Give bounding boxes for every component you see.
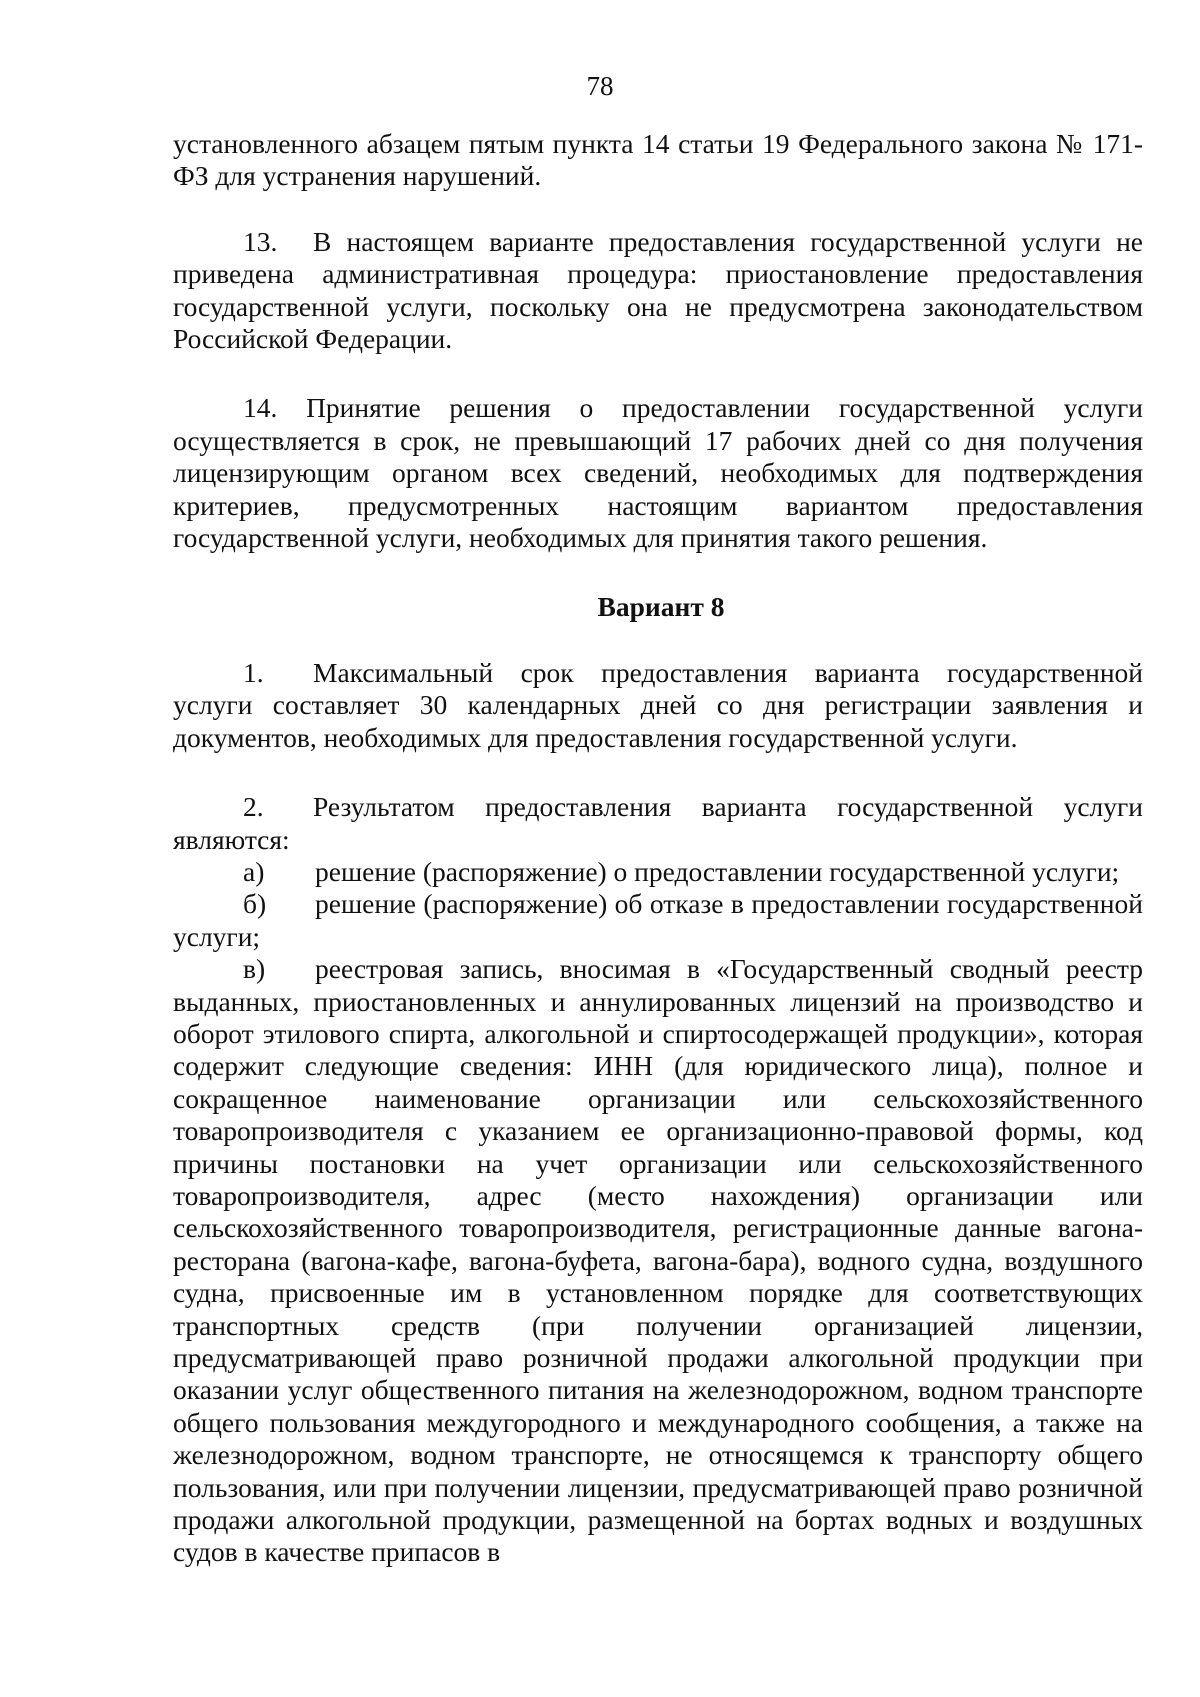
variant-8-item-2v: [173, 953, 1143, 1569]
paragraph-continuation: установленного абзацем пятым пункта 14 статьи 19 Федерального закона № 171-ФЗ для устранения нарушений.: [173, 128, 1143, 192]
page-number: 78: [586, 71, 614, 101]
section-heading-variant-8: Вариант 8: [597, 591, 725, 623]
variant-8-item-2v-text: реестровая запись, вносимая в «Государственный сводный реестр выданных, приостановленных и аннулированных лицензий на производство и оборот этилового спирта, алкогольной и спиртосодержащей продукции», которая содержит следующие сведения: ИНН (для юридического лица), полное и сокращенное наименование организации или сельскохозяйственного товаропроизводителя с указанием ее организационно-правовой формы, код причины постановки на учет организации или сельскохозяйственного товаропроизводителя, адрес (место нахождения) организации или сельскохозяйственного товаропроизводителя, регистрационные данные вагона-ресторана (вагона-кафе, вагона-буфета, вагона-бара), водного судна, воздушного судна, присвоенные им в установленном порядке для соответствующих транспортных средств (при получении организацией лицензии, предусматривающей право розничной продажи алкогольной продукции при оказании услуг общественного питания на железнодорожном, водном транспорте общего пользования междугородного и международного сообщения, а также на железнодорожном, водном транспорте, не относящемся к транспорту общего пользования, или при получении лицензии, предусматривающей право розничной продажи алкогольной продукции, размещенной на бортах водных и воздушных судов в качестве припасов в: [173, 953, 1143, 1568]
variant-8-item-2: [173, 791, 1143, 856]
variant-8-item-1-number: 1.: [243, 656, 264, 688]
variant-8-item-2a-letter: а): [243, 855, 265, 887]
variant-8-item-1-text: Максимальный срок предоставления варианта государственной услуги составляет 30 календарных дней со дня регистрации заявления и документов, необходимых для предоставления государственной услуги.: [173, 656, 1143, 753]
paragraph-13-text: В настоящем варианте предоставления государственной услуги не приведена административная процедура: приостановление предоставления государственной услуги, поскольку она не предусмотрена законодательством Российской Федерации.: [173, 225, 1143, 355]
variant-8-item-2b-text: решение (распоряжение) об отказе в предоставлении государственной услуги;: [173, 888, 1143, 952]
variant-8-item-2a-text: решение (распоряжение) о предоставлении государственной услуги;: [315, 855, 1120, 887]
document-body: [173, 128, 1143, 1569]
variant-8-item-2v-letter: в): [243, 953, 266, 985]
variant-8-item-2-text: Результатом предоставления варианта государственной услуги являются:: [173, 791, 1143, 855]
variant-8-item-1: [173, 657, 1143, 754]
paragraph-14: 14. Принятие решения о предоставлении государственной услуги осуществляется в срок, не превышающий 17 рабочих дней со дня получения лицензирующим органом всех сведений, необходимых для подтверждения критериев, предусмотренных настоящим вариантом предоставления государственной услуги, необходимых для принятия такого решения.: [173, 392, 1143, 554]
variant-8-item-2b-letter: б): [243, 888, 267, 920]
variant-8-item-2b: [173, 888, 1143, 953]
paragraph-13: [173, 226, 1143, 356]
variant-8-item-2-number: 2.: [243, 791, 264, 823]
variant-8-item-2a: [173, 856, 1143, 888]
paragraph-13-number: 13.: [243, 225, 278, 257]
